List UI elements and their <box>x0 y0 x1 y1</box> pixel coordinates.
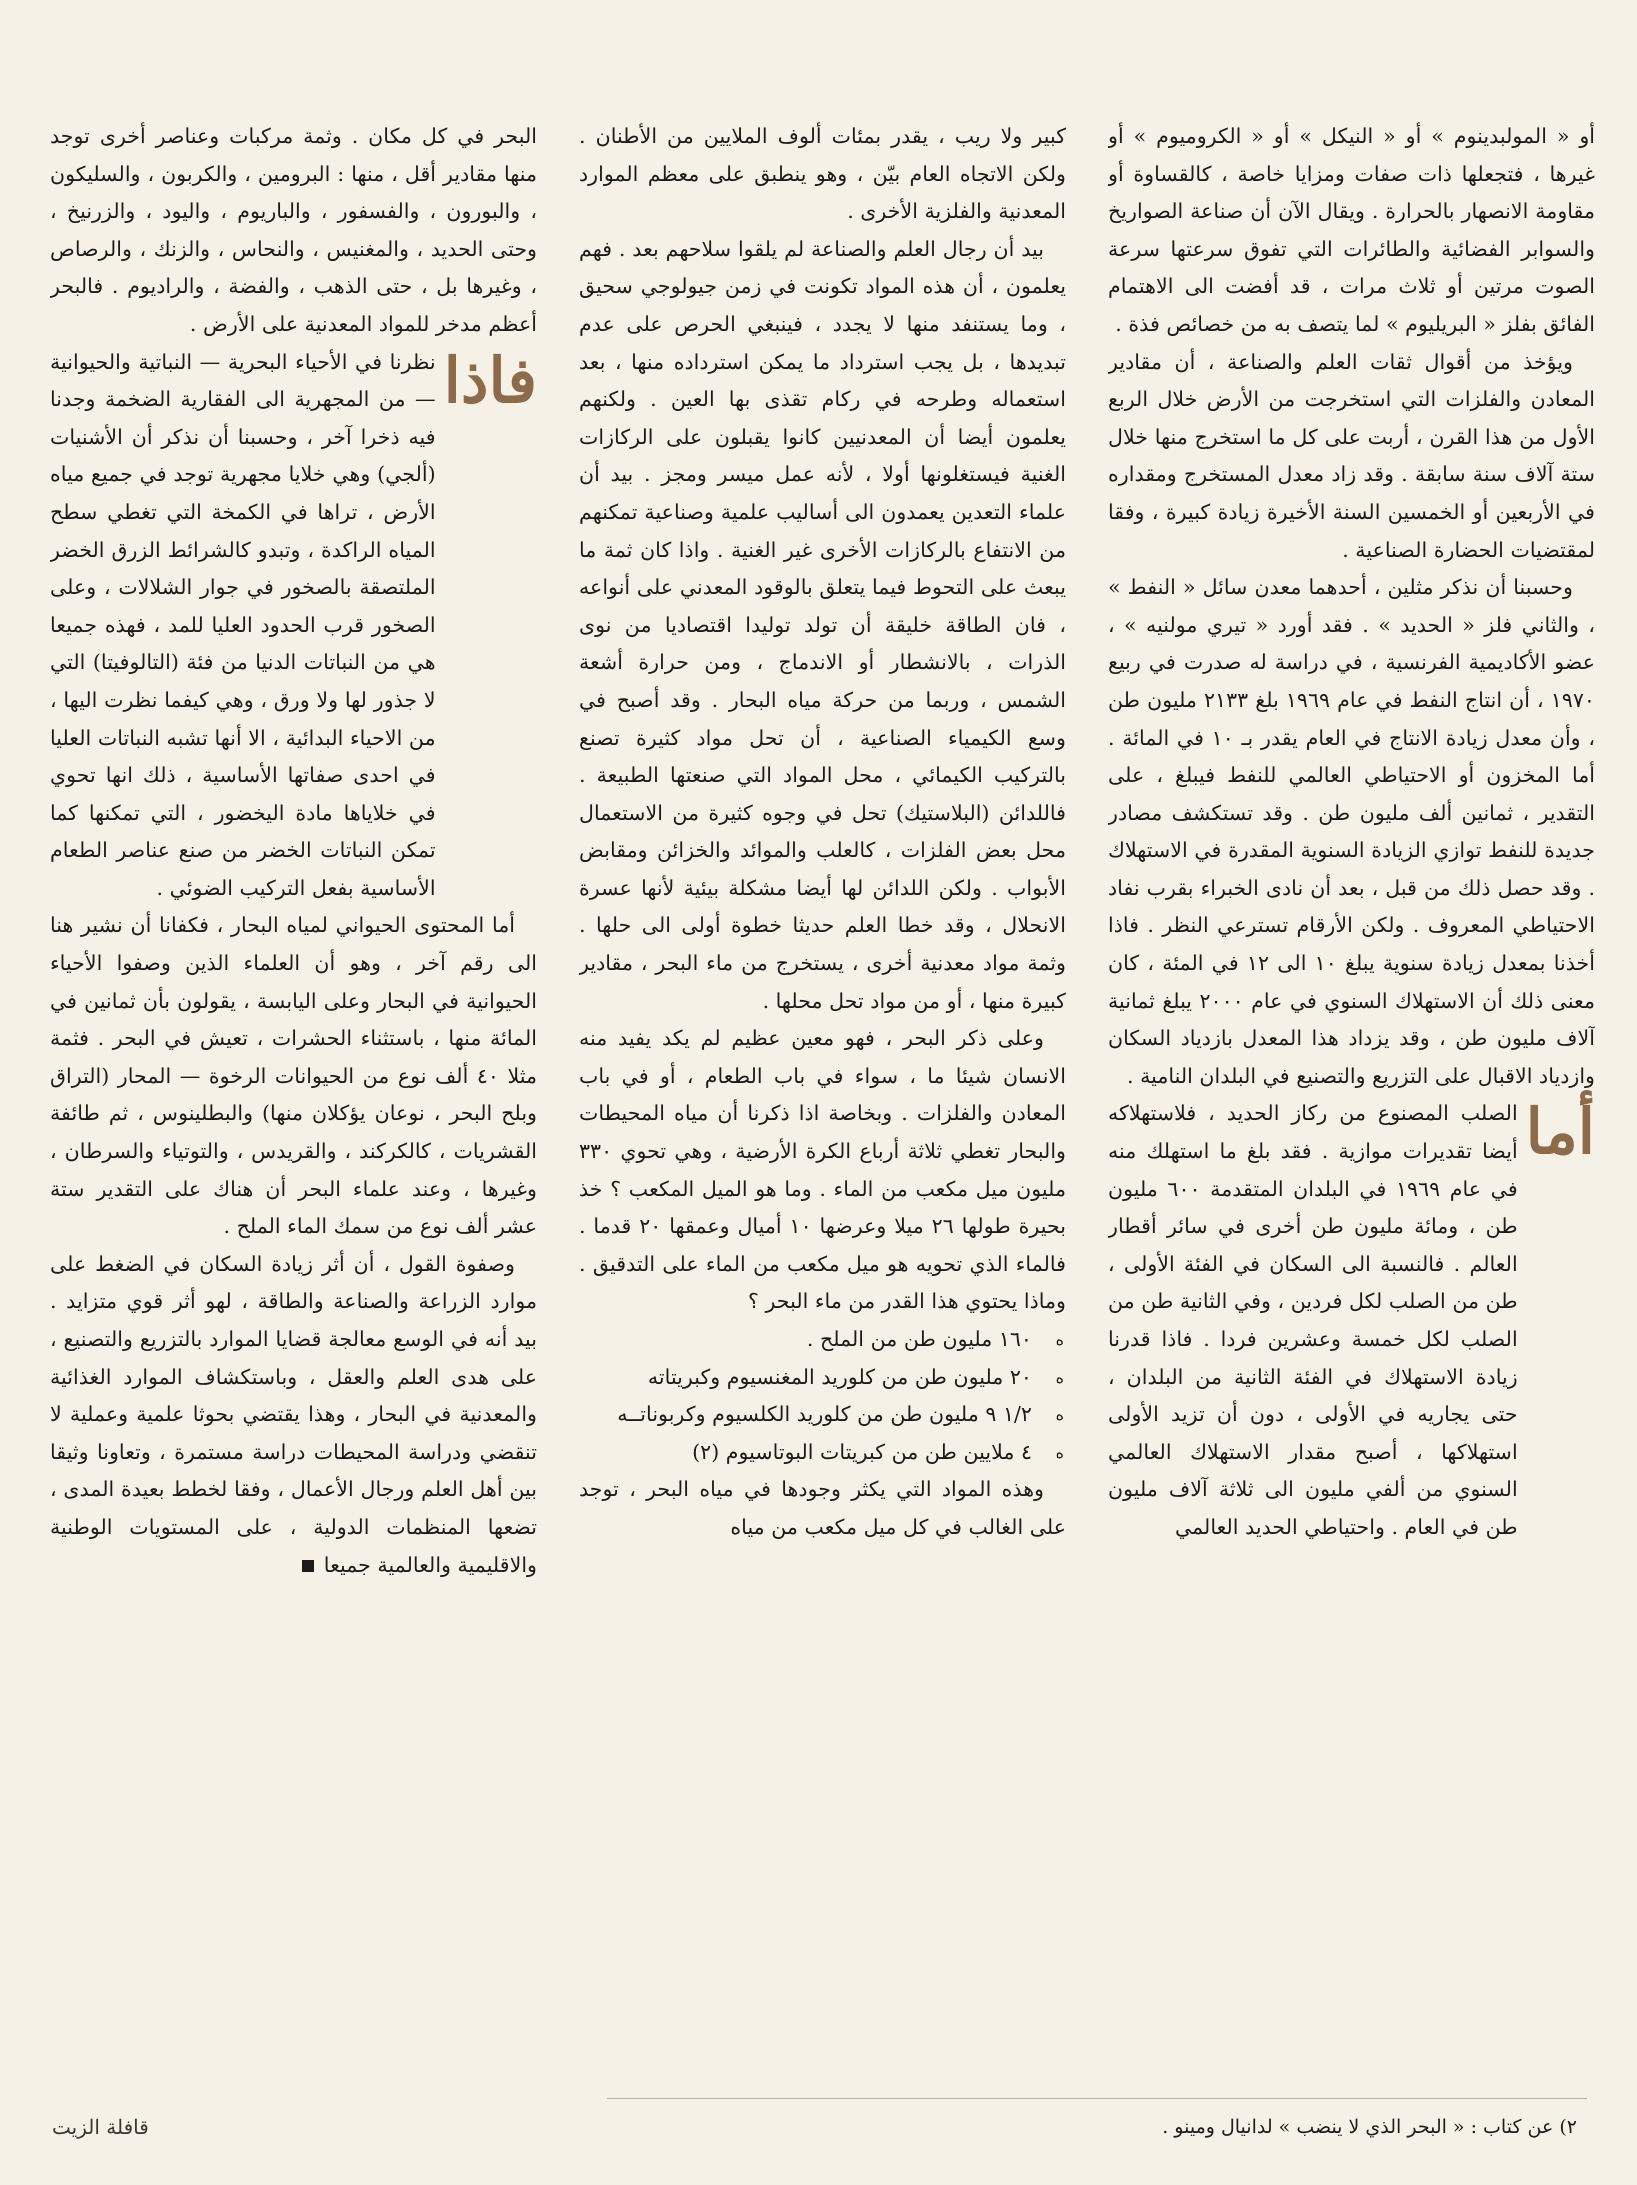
dropcap-paragraph <box>50 344 537 908</box>
bullet-mark: ه <box>1055 1442 1064 1462</box>
footnote-rule <box>607 2098 1587 2099</box>
paragraph: ويؤخذ من أقوال ثقات العلم والصناعة ، أن مقادير المعادن والفلزات التي استخرجت من الأرض خلال الربع الأول من هذا القرن ، أربت على كل ما استخرج منها خلال ستة آلاف سنة سابقة . وقد زاد معدل المستخرج ومقداره في الأربعين أو الخمسين السنة الأخيرة زيادة كبيرة ، وفقا لمقتضيات الحضارة الصناعية . <box>1108 349 1595 562</box>
dropcap-paragraph <box>1108 1095 1595 1546</box>
paragraph: وعلى ذكر البحر ، فهو معين عظيم لم يكد يفيد منه الانسان شيئا ما ، سواء في باب الطعام ، أو في باب المعادن والفلزات . وبخاصة اذا ذكرنا أن مياه المحيطات والبحار تغطي ثلاثة أرباع الكرة الأرضية ، وهي تحوي ٣٣٠ مليون ميل مكعب من الماء . وما هو الميل المكعب ؟ خذ بحيرة طولها ٢٦ ميلا وعرضها ١٠ أميال وعمقها ٢٠ قدما . فالماء الذي تحويه هو ميل مكعب من الماء على التدقيق . وماذا يحتوي هذا القدر من ماء البحر ؟ <box>579 1026 1066 1314</box>
bullet-mark: ه <box>1055 1330 1064 1349</box>
list-item <box>579 1396 1066 1434</box>
column-right <box>1108 118 1595 2068</box>
paragraph <box>50 1246 537 1584</box>
paragraph: الصلب المصنوع من ركاز الحديد ، فلاستهلاكه أيضا تقديرات موازية . فقد بلغ ما استهلك منه في عام ١٩٦٩ في البلدان المتقدمة ٦٠٠ مليون طن ، ومائة مليون طن أخرى في سائر أقطار العالم . فالنسبة الى السكان في الفئة الأولى ، طن من الصلب لكل فردين ، وفي الثانية طن من الصلب لكل خمسة وعشرين فردا . فاذا قدرنا زيادة الاستهلاك في الفئة الثانية من البلدان ، حتى يجاريه في الأولى ، دون أن تزيد الأولى استهلاكها ، أصبح مقدار الاستهلاك العالمي السنوي من ألفي مليون الى ثلاثة آلاف مليون طن في العام . واحتياطي الحديد العالمي <box>1108 1101 1518 1539</box>
list-item-text: ٢٠ مليون طن من كلوريد المغنسيوم وكبريتاته <box>647 1364 1032 1389</box>
drop-cap: أما <box>1525 1095 1595 1169</box>
bullet-mark: ه <box>1055 1405 1064 1425</box>
list-item-text: ٤ ملايين طن من كبريتات البوتاسيوم (٢) <box>692 1439 1032 1464</box>
paragraph: وحسبنا أن نذكر مثلين ، أحدهما معدن سائل « النفط » ، والثاني فلز « الحديد » . فقد أورد « تيري مولنيه » ، عضو الأكاديمية الفرنسية ، في دراسة له صدرت في ربيع ١٩٧٠ ، أن انتاج النفط في عام ١٩٦٩ بلغ ٢١٣٣ مليون طن ، وأن معدل زيادة الانتاج في العام يقدر بـ ١٠ في المائة . أما المخزون أو الاحتياطي العالمي للنفط فيبلغ ، على التقدير ، ثمانين ألف مليون طن . وقد تستكشف مصادر جديدة للنفط توازي الزيادة السنوية المقدرة في الاستهلاك . وقد حصل ذلك من قبل ، بعد أن نادى الخبراء بقرب نفاد الاحتياطي المعروف . ولكن الأرقام تسترعي النظر . فاذا أخذنا بمعدل زيادة سنوية يبلغ ١٠ الى ١٢ في المئة ، كان معنى ذلك أن الاستهلاك السنوي في عام ٢٠٠٠ يبلغ ثمانية آلاف مليون طن ، وقد يزداد هذا المعدل بازدياد السكان وازدياد الاقبال على التزريع والتصنيع في البلدان النامية . <box>1108 575 1595 1088</box>
list-item <box>579 1434 1066 1472</box>
article-columns <box>50 118 1595 2068</box>
list-item-text: ١/٢ ٩ مليون طن من كلوريد الكلسيوم وكربوناتــه <box>617 1402 1032 1427</box>
paragraph: كبير ولا ريب ، يقدر بمئات ألوف الملايين من الأطنان . ولكن الاتجاه العام بيّن ، وهو ينطبق على معظم الموارد المعدنية والفلزية الأخرى . <box>579 124 1066 224</box>
column-middle <box>579 118 1066 2068</box>
paragraph: أما المحتوى الحيواني لمياه البحار ، فكفانا أن نشير هنا الى رقم آخر ، وهو أن العلماء الذين وصفوا الأحياء الحيوانية في البحار وعلى اليابسة ، يقولون بأن ثمانين في المائة منها ، باستثناء الحشرات ، تعيش في البحر . فثمة مثلا ٤٠ ألف نوع من الحيوانات الرخوة — المحار (التراق وبلح البحر ، نوعان يؤكلان منها) والبطلينوس ، ثم طائفة القشريات ، كالكركند ، والقريدس ، والتوتياء والسرطان ، وغيرها ، وعند علماء البحر أن هناك على التقدير ستة عشر ألف نوع من سمك الماء الملح . <box>50 913 537 1239</box>
list-item <box>579 1359 1066 1397</box>
paragraph: وهذه المواد التي يكثر وجودها في مياه البحر ، توجد على الغالب في كل ميل مكعب من مياه <box>579 1477 1066 1539</box>
list-item-text: ١٦٠ مليون طن من الملح . <box>806 1327 1032 1351</box>
bullet-mark: ه <box>1055 1367 1064 1387</box>
paragraph: نظرنا في الأحياء البحرية — النباتية والحيوانية — من المجهرية الى الفقارية الضخمة وجدنا فيه ذخرا آخر ، وحسبنا أن نذكر أن الأشنيات (ألجي) وهي خلايا مجهرية توجد في جميع مياه الأرض ، تراها في الكمخة التي تغطي سطح المياه الراكدة ، وتبدو كالشرائط الزرق الخضر الملتصقة بالصخور في جوار الشلالات ، وعلى الصخور قرب الحدود العليا للمد ، فهذه جميعا هي من النباتات الدنيا من فئة (التالوفيتا) التي لا جذور لها ولا ورق ، وهي كيفما نظرت اليها ، من الاحياء البدائية ، الا أنها تشبه النباتات العليا في احدى صفاتها الأساسية ، ذلك انها تحوي في خلاياها مادة اليخضور ، التي تمكنها كما تمكن النباتات الخضر من صنع عناصر الطعام الأساسية بفعل التركيب الضوئي . <box>50 349 436 900</box>
paragraph-text: وصفوة القول ، أن أثر زيادة السكان في الضغط على موارد الزراعة والصناعة والطاقة ، لهو أثر قوي متزايد . بيد أنه في الوسع معالجة قضايا الموارد بالتزريع والتصنيع ، على هدى العلم والعقل ، وباستكشاف الموارد الغذائية والمعدنية في البحار ، وهذا يقتضي بحوثا علمية وعملية لا تنقضي ودراسة المحيطات دراسة مستمرة ، وتعاونا وثيقا بين أهل العلم ورجال الأعمال ، وفقا لخطط بعيدة المدى ، تضعها المنظمات الدولية ، على المستويات الوطنية والاقليمية والعالمية جميعا <box>50 1251 537 1577</box>
end-of-article-mark <box>302 1560 314 1572</box>
column-left <box>50 118 537 2068</box>
paragraph: بيد أن رجال العلم والصناعة لم يلقوا سلاحهم بعد . فهم يعلمون ، أن هذه المواد تكونت في زمن جيولوجي سحيق ، وما يستنفد منها لا يجدد ، فينبغي الحرص على عدم تبديدها ، بل يجب استرداد ما يمكن استرداده منها ، بعد استعماله وطرحه في ركام تقذى بها العين . ولكنهم يعلمون أيضا أن المعدنيين كانوا يقبلون على الركازات الغنية فيستغلونها أولا ، لأنه عمل ميسر ومجز . بيد أن علماء التعدين يعمدون الى أساليب علمية وصناعية تمكنهم من الانتفاع بالركازات الأخرى غير الغنية . واذا كان ثمة ما يبعث على التحوط فيما يتعلق بالوقود المعدني على أنواعه ، فان الطاقة خليقة أن تولد توليدا اقتصاديا من نوى الذرات ، بالانشطار أو الاندماج ، ومن حرارة أشعة الشمس ، وربما من حركة مياه البحار . وقد أصبح في وسع الكيمياء الصناعية ، أن تحل مواد كثيرة تصنع بالتركيب الكيمائي ، محل المواد التي صنعتها الطبيعة . فاللدائن (البلاستيك) تحل في وجوه كثيرة من الاستعمال محل بعض الفلزات ، كالعلب والموائد والخزائن ومقابض الأبواب . ولكن اللدائن لها أيضا مشكلة بيئية لأنها عسرة الانحلال ، وقد خطا العلم حديثا خطوة أولى الى حلها . وثمة مواد معدنية أخرى ، يستخرج من ماء البحر ، مقادير كبيرة منها ، أو من مواد تحل محلها . <box>579 236 1066 1013</box>
paragraph: البحر في كل مكان . وثمة مركبات وعناصر أخرى توجد منها مقادير أقل ، منها : البرومين ، والكربون ، والسليكون ، والبورون ، والفسفور ، والباريوم ، واليود ، والزرنيخ ، وحتى الحديد ، والمغنيس ، والنحاس ، والزنك ، والرصاص ، وغيرها بل ، حتى الذهب ، والفضة ، والراديوم . فالبحر أعظم مدخر للمواد المعدنية على الأرض . <box>50 124 537 336</box>
paragraph: أو « المولبدينوم » أو « النيكل » أو « الكروميوم » أو غيرها ، فتجعلها ذات صفات ومزايا خاصة ، كالقساوة أو مقاومة الانصهار بالحرارة . ويقال الآن أن صناعة الصواريخ والسوابر الفضائية والطائرات التي تفوق سرعتها سرعة الصوت مرتين أو ثلاث مرات ، قد أفضت الى الاهتمام الفائق بفلز « البريليوم » لما يتصف به من خصائص فذة . <box>1108 124 1595 336</box>
magazine-name-folio: قافلة الزيت <box>52 2115 149 2139</box>
mineral-list <box>579 1321 1066 1471</box>
drop-cap: فاذا <box>443 343 537 417</box>
footnote: ٢) عن كتاب : « البحر الذي لا ينضب » لدانيال ومينو . <box>1162 2116 1577 2138</box>
list-item <box>579 1321 1066 1359</box>
